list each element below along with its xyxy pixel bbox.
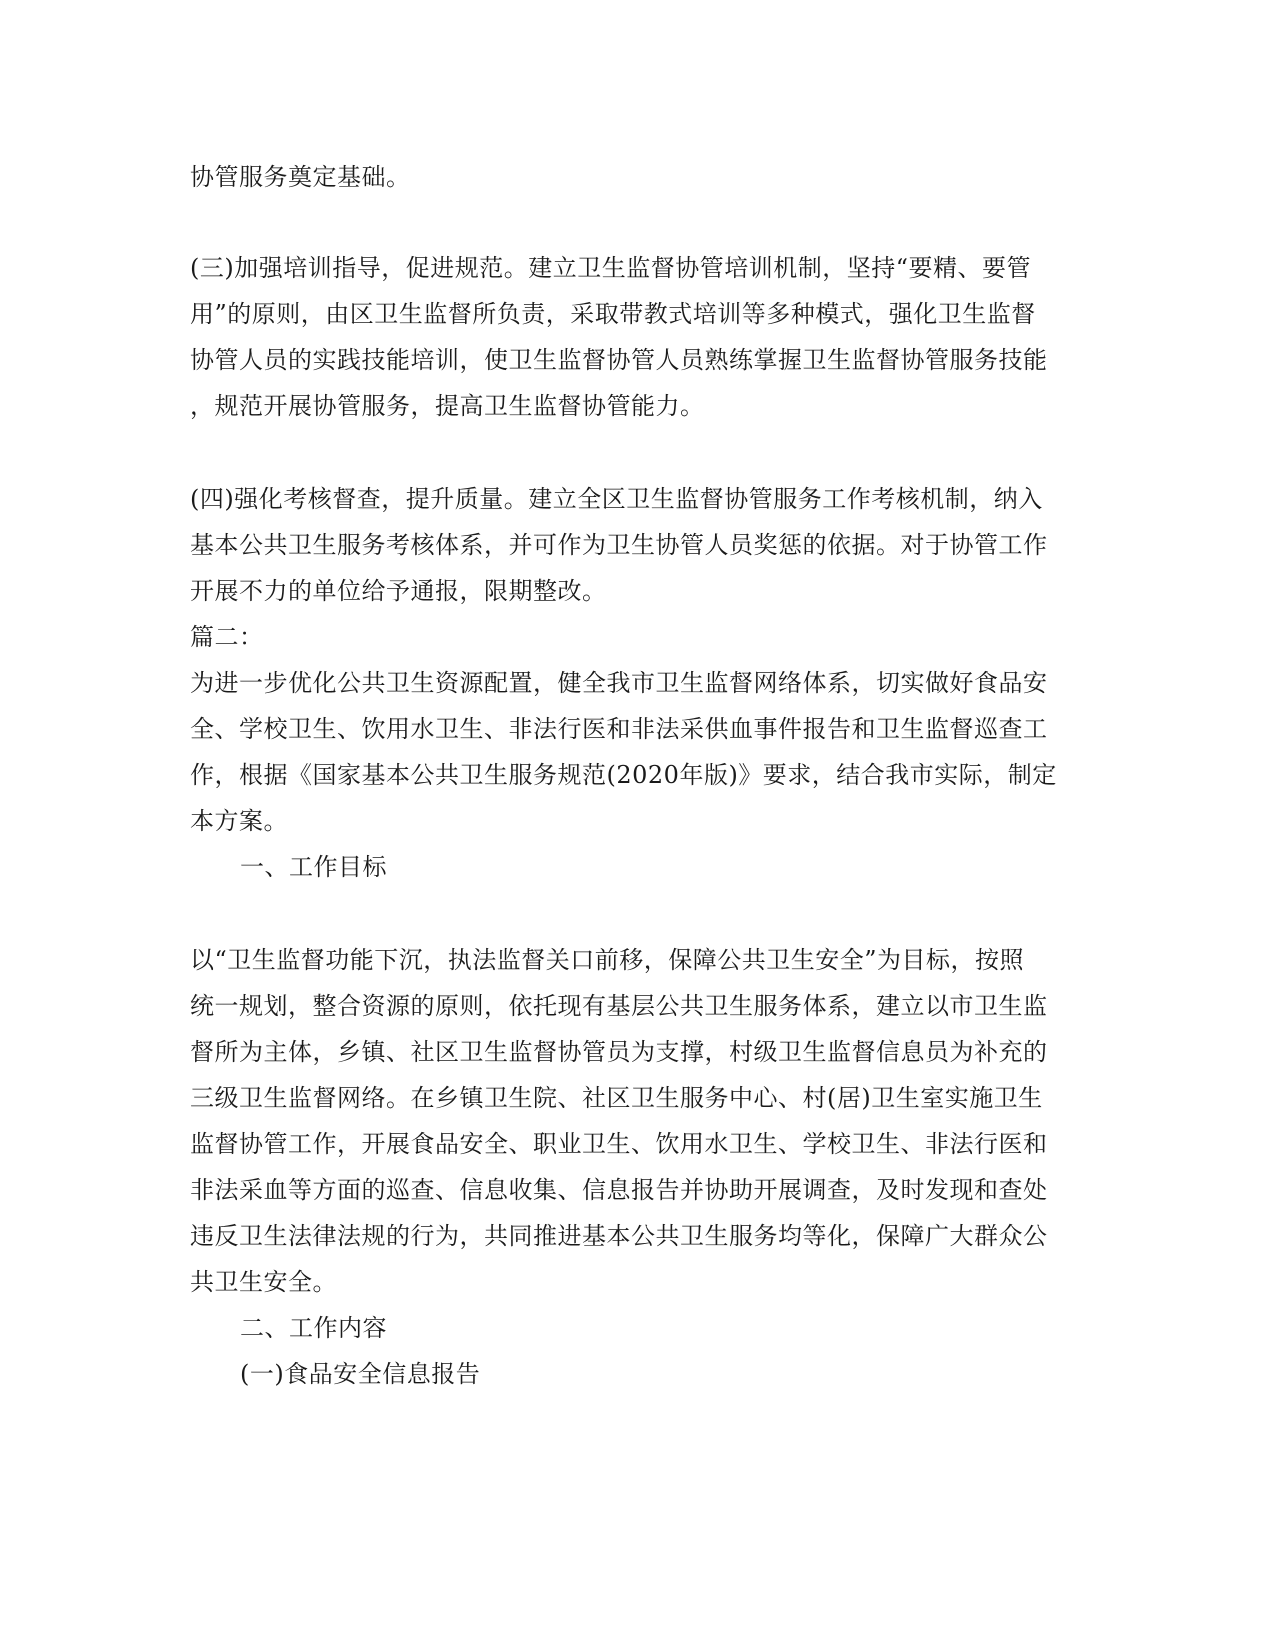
text-line: 统一规划，整合资源的原则，依托现有基层公共卫生服务体系，建立以市卫生监 [190, 992, 1048, 1020]
text-line: 本方案。 [190, 807, 288, 835]
text-line: 督所为主体，乡镇、社区卫生监督协管员为支撑，村级卫生监督信息员为补充的 [190, 1038, 1048, 1066]
text-line: 协管人员的实践技能培训，使卫生监督协管人员熟练掌握卫生监督协管服务技能 [190, 346, 1048, 374]
section-heading: 一、工作目标 [240, 853, 387, 881]
section-heading: 二、工作内容 [240, 1314, 387, 1342]
text-line: 基本公共卫生服务考核体系，并可作为卫生协管人员奖惩的依据。对于协管工作 [190, 531, 1048, 559]
text-line: 作，根据《国家基本公共卫生服务规范(2020年版)》要求，结合我市实际，制定 [190, 761, 1057, 789]
text-line: 用”的原则，由区卫生监督所负责，采取带教式培训等多种模式，强化卫生监督 [190, 300, 1036, 328]
text-line: 三级卫生监督网络。在乡镇卫生院、社区卫生服务中心、村(居)卫生室实施卫生 [190, 1084, 1043, 1112]
text-line: 违反卫生法律法规的行为，共同推进基本公共卫生服务均等化，保障广大群众公 [190, 1222, 1048, 1250]
text-line: 监督协管工作，开展食品安全、职业卫生、饮用水卫生、学校卫生、非法行医和 [190, 1130, 1048, 1158]
section-heading: 篇二： [190, 623, 264, 651]
text-line: 协管服务奠定基础。 [190, 163, 411, 191]
text-line: 开展不力的单位给予通报，限期整改。 [190, 577, 607, 605]
text-line: 共卫生安全。 [190, 1268, 337, 1296]
text-line: 全、学校卫生、饮用水卫生、非法行医和非法采供血事件报告和卫生监督巡查工 [190, 715, 1048, 743]
text-line: ，规范开展协管服务，提高卫生监督协管能力。 [190, 392, 705, 420]
text-line: 以“卫生监督功能下沉，执法监督关口前移，保障公共卫生安全”为目标，按照 [190, 946, 1025, 974]
text-line: (三)加强培训指导，促进规范。建立卫生监督协管培训机制，坚持“要精、要管 [190, 254, 1031, 282]
text-line: 为进一步优化公共卫生资源配置，健全我市卫生监督网络体系，切实做好食品安 [190, 669, 1048, 697]
text-line: 非法采血等方面的巡查、信息收集、信息报告并协助开展调查，及时发现和查处 [190, 1176, 1048, 1204]
subsection-heading: (一)食品安全信息报告 [240, 1360, 481, 1388]
text-line: (四)强化考核督查，提升质量。建立全区卫生监督协管服务工作考核机制，纳入 [190, 485, 1043, 513]
